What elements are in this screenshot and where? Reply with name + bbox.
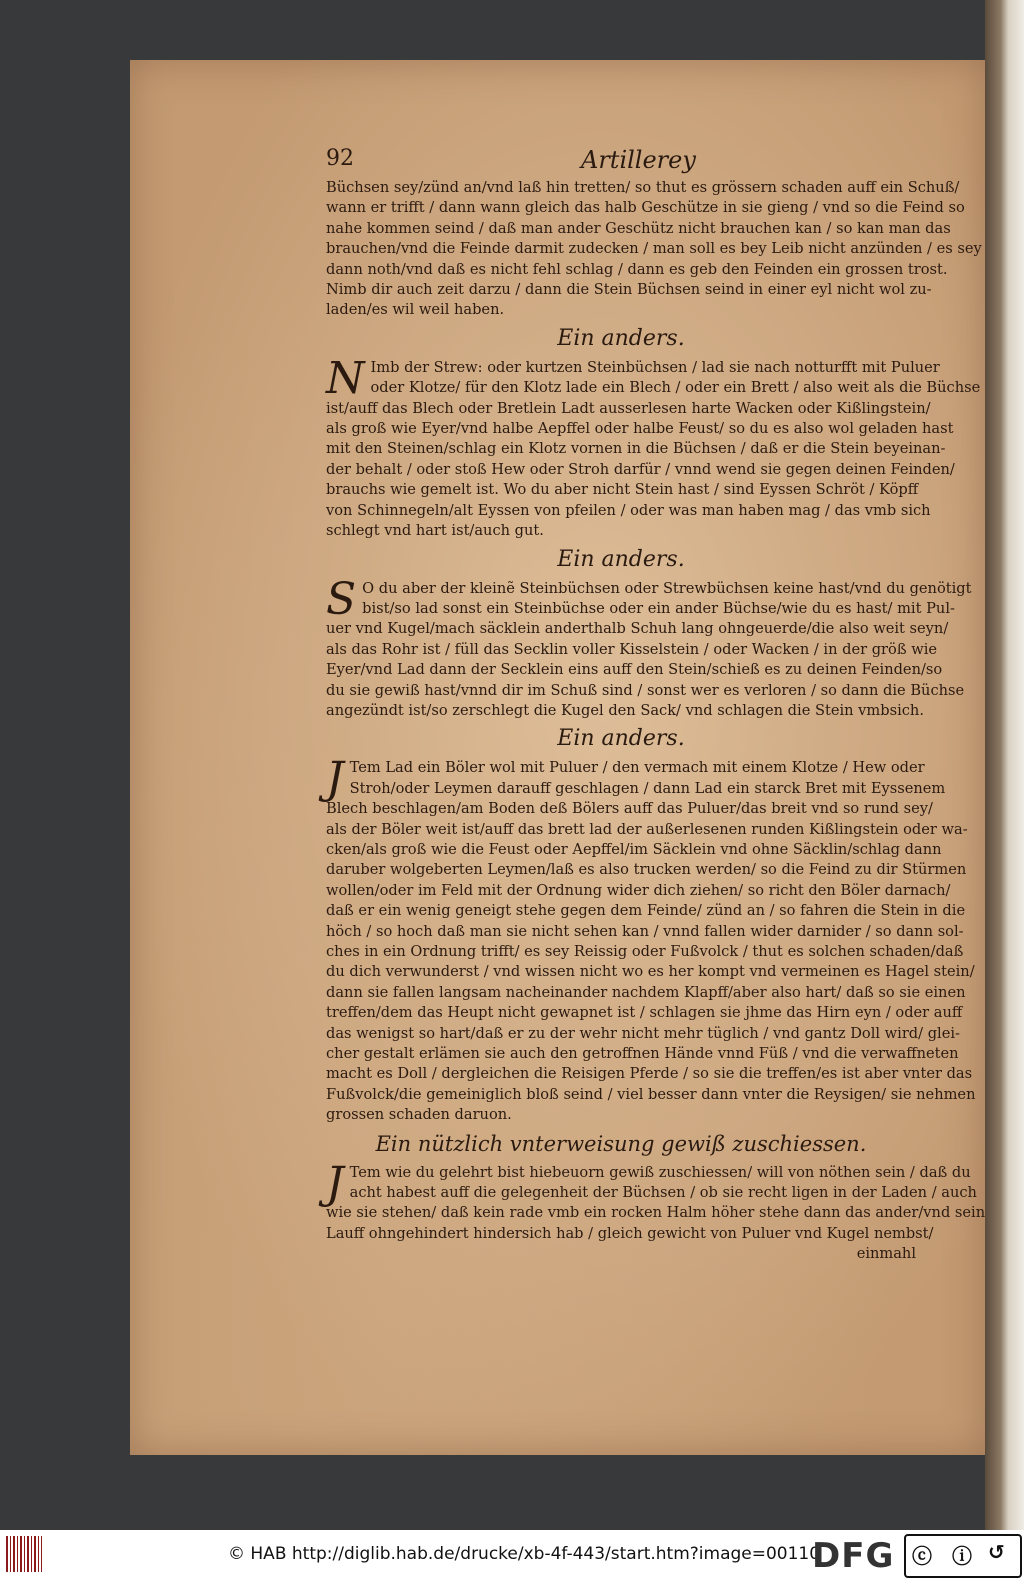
creative-commons-icon: ⓒ (912, 1544, 932, 1568)
text-line: acht habest auff die gelegenheit der Büchsen / ob sie recht ligen in der Laden / auch (349, 1184, 977, 1202)
text-line: wann er trifft / dann wann gleich das halb Geschütze in sie gieng / vnd so die Feind so (326, 199, 965, 217)
text-line: ist/auff das Blech oder Bretlein Ladt ausserlesen harte Wacken oder Kißlingstein/ (326, 399, 931, 417)
text-line: oder Klotze/ für den Klotz lade ein Blech / oder ein Brett / also weit als die Büchse (370, 379, 981, 397)
text-line: höch / so hoch daß man sie nicht sehen kan / vnnd fallen wider darnider / so dann sol- (326, 922, 964, 940)
drop-cap: J (326, 1157, 344, 1209)
text-line: Tem Lad ein Böler wol mit Puluer / den vermach mit einem Klotze / Hew oder (349, 759, 925, 777)
license-badge[interactable] (904, 1534, 1022, 1578)
drop-cap: J (326, 753, 344, 805)
text-line: laden/es wil weil haben. (326, 301, 505, 319)
drop-cap: N (326, 352, 365, 404)
book-spine (985, 0, 1024, 1530)
text-line: bist/so lad sonst ein Steinbüchse oder ein ander Büchse/wie du es hast/ mit Pul- (362, 599, 955, 617)
text-line: cher gestalt erlämen sie auch den getroffnen Hände vnnd Füß / vnd die verwaffneten (326, 1045, 959, 1063)
text-line: brauchen/vnd die Feinde darmit zudecken / man soll es bey Leib nicht anzünden / es sey (326, 240, 982, 258)
page-header (326, 146, 886, 178)
footer-bar (0, 1530, 1024, 1579)
section-heading: Ein anders. (557, 325, 685, 351)
text-line: als der Böler weit ist/auff das brett lad der außerlesenen runden Kißlingstein oder wa- (326, 820, 968, 838)
text-line: Blech beschlagen/am Boden deß Bölers auff das Puluer/das breit vnd so rund sey/ (326, 800, 933, 818)
text-line: wie sie stehen/ daß kein rade vmb ein rocken Halm höher stehe dann das ander/vnd sein (326, 1204, 986, 1222)
text-line: uer vnd Kugel/mach säcklein anderthalb Schuh lang ohngeuerde/die also weit seyn/ (326, 620, 949, 638)
section-heading: Ein anders. (557, 546, 685, 572)
text-line: Nimb dir auch zeit darzu / dann die Stein Büchsen seind in einer eyl nicht wol zu- (326, 281, 932, 299)
text-line: Büchsen sey/zünd an/vnd laß hin tretten/ so thut es grössern schaden auff ein Schuß/ (326, 179, 960, 196)
page-number: 92 (326, 146, 354, 171)
text-line: grossen schaden daruon. (326, 1106, 512, 1124)
text-line: Fußvolck/die gemeiniglich bloß seind / viel besser dann vnter die Reysigen/ sie nehmen (326, 1085, 976, 1103)
text-line: Eyer/vnd Lad dann der Secklein eins auff den Stein/schieß es zu deinen Feinden/so (326, 661, 943, 679)
running-head: Artillerey (581, 146, 696, 174)
text-line: daß er ein wenig geneigt stehe gegen dem Feinde/ zünd an / so fahren die Stein in die (326, 902, 966, 920)
text-line: Tem wie du gelehrt bist hiebeuorn gewiß zuschiessen/ will von nöthen sein / daß du (349, 1163, 971, 1181)
text-line: macht es Doll / dergleichen die Reisigen Pferde / so sie die treffen/es ist aber vnter das (326, 1065, 973, 1083)
section-heading: Ein anders. (557, 726, 685, 752)
text-line: das wenigst so hart/daß er zu der wehr nicht mehr tüglich / vnd gantz Doll wird/ glei- (326, 1024, 960, 1042)
section (326, 1128, 986, 1245)
text-line: treffen/dem das Heupt nicht gewapnet ist / schlagen sie jhme das Hirn eyn / oder auff (326, 1004, 963, 1022)
dfg-logo: DFG (812, 1536, 895, 1576)
text-line: wollen/oder im Feld mit der Ordnung wider dich ziehen/ so richt den Böler darnach/ (326, 881, 951, 899)
attribution-icon: ⓘ (952, 1544, 972, 1568)
text-line: schlegt vnd hart ist/auch gut. (326, 522, 544, 540)
sections (326, 323, 986, 1244)
text-line: ches in ein Ordnung trifft/ es sey Reissig oder Fußvolck / thut es solchen schaden/daß (326, 943, 964, 960)
section (326, 723, 976, 1125)
share-alike-icon: ↺ (988, 1540, 1005, 1564)
text-line: dann sie fallen langsam nacheinander nachdem Klapff/aber also hart/ daß so sie einen (326, 983, 966, 1001)
page-body (326, 178, 986, 1265)
text-line: daruber wolgeberten Leymen/laß es also trucken werden/ so die Feind zu dir Stürmen (326, 861, 967, 879)
catchword: einmahl (856, 1245, 916, 1263)
text-line: brauchs wie gemelt ist. Wo du aber nicht Stein hast / sind Eyssen Schröt / Köpff (326, 481, 919, 499)
text-line: Imb der Strew: oder kurtzen Steinbüchsen / lad sie nach notturfft mit Puluer (370, 358, 940, 376)
text-line: nahe kommen seind / daß man ander Geschütz nicht brauchen kan / so kan man das (326, 219, 951, 237)
intro-paragraph (326, 178, 982, 321)
text-line: als das Rohr ist / füll das Secklin voller Kisselstein / oder Wacken / in der größ wie (326, 640, 938, 658)
library-logo-icon (6, 1536, 42, 1572)
text-line: Stroh/oder Leymen darauff geschlagen / dann Lad ein starck Bret mit Eyssenem (349, 779, 946, 797)
section (326, 544, 972, 722)
text-line: Lauff ohngehindert hindersich hab / gleich gewicht von Puluer vnd Kugel nembst/ (326, 1224, 934, 1242)
section (326, 323, 981, 542)
text-line: der behalt / oder stoß Hew oder Stroh darfür / vnnd wend sie gegen deinen Feinden/ (326, 460, 955, 478)
copyright-link[interactable]: © HAB http://diglib.hab.de/drucke/xb-4f-443/start.htm?image=00110 (228, 1544, 821, 1564)
text-line: angezündt ist/so zerschlegt die Kugel den Sack/ vnd schlagen die Stein vmbsich. (326, 701, 924, 719)
text-line: von Schinnegeln/alt Eyssen von pfeilen / oder was man haben mag / das vmb sich (326, 501, 931, 519)
text-line: du sie gewiß hast/vnnd dir im Schuß sind / sonst wer es verloren / so dann die Büchse (326, 681, 965, 699)
text-line: als groß wie Eyer/vnd halbe Aepffel oder halbe Feust/ so du es also wol geladen hast (326, 420, 954, 438)
text-line: mit den Steinen/schlag ein Klotz vornen in die Büchsen / daß er die Stein beyeinan- (326, 440, 946, 458)
drop-cap: S (326, 573, 357, 625)
text-line: dann noth/vnd daß es nicht fehl schlag / dann es geb den Feinden ein grossen trost. (326, 260, 948, 278)
text-line: cken/als groß wie die Feust oder Aepffel/im Säcklein vnd ohne Säcklin/schlag dann (326, 840, 942, 858)
text-line: du dich verwunderst / vnd wissen nicht wo es her kompt vnd vermeinen es Hagel stein/ (326, 963, 975, 981)
section-heading: Ein nützlich vnterweisung gewiß zuschiessen. (375, 1131, 867, 1156)
text-line: O du aber der kleinẽ Steinbüchsen oder Strewbüchsen keine hast/vnd du genötigt (362, 579, 972, 597)
